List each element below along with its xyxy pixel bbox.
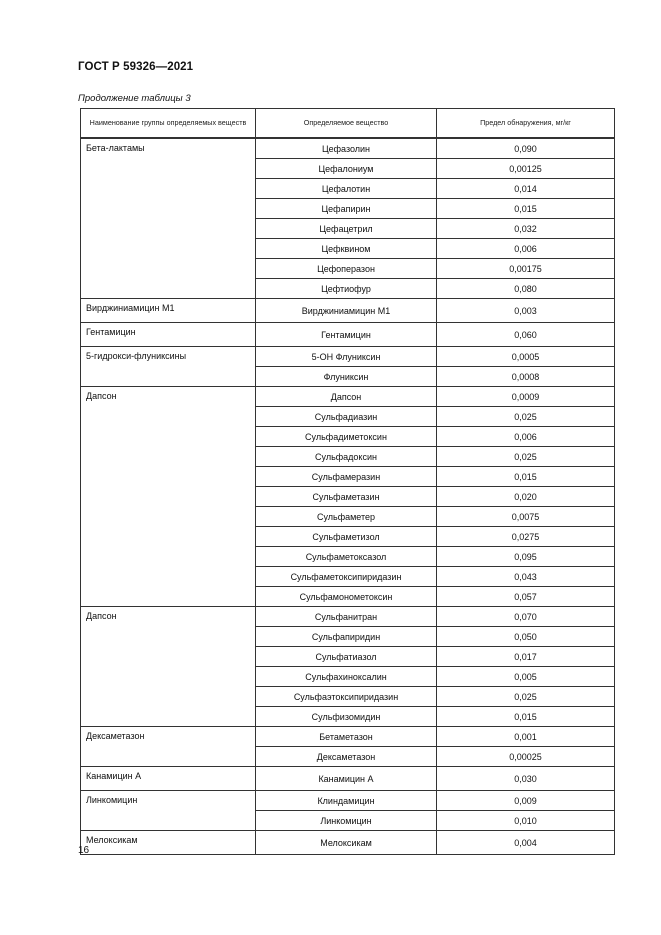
substance-cell: Цефтиофур [256, 279, 437, 299]
table-row [81, 791, 615, 811]
group-name-cell: 5-гидрокси-флуниксины [81, 347, 256, 387]
table-row [81, 607, 615, 627]
limit-cell: 0,0009 [437, 387, 615, 407]
limit-cell: 0,0005 [437, 347, 615, 367]
limit-cell: 0,043 [437, 567, 615, 587]
substance-cell: Сульфадиметоксин [256, 427, 437, 447]
substance-cell: Цефалониум [256, 159, 437, 179]
limit-cell: 0,001 [437, 727, 615, 747]
table-caption: Продолжение таблицы 3 [78, 93, 191, 104]
substance-cell: Вирджиниамицин М1 [256, 299, 437, 323]
limit-cell: 0,025 [437, 447, 615, 467]
table-row [81, 138, 615, 159]
page-number: 16 [78, 845, 90, 856]
substance-cell: Сульфаметоксазол [256, 547, 437, 567]
table-body [81, 138, 615, 855]
substance-cell: Дапсон [256, 387, 437, 407]
limit-cell: 0,003 [437, 299, 615, 323]
table-row [81, 323, 615, 347]
table-row [81, 727, 615, 747]
substance-cell: Мелоксикам [256, 831, 437, 855]
limit-cell: 0,00025 [437, 747, 615, 767]
table-row [81, 831, 615, 855]
limit-cell: 0,032 [437, 219, 615, 239]
limit-cell: 0,020 [437, 487, 615, 507]
substance-cell: Сульфизомидин [256, 707, 437, 727]
limit-cell: 0,030 [437, 767, 615, 791]
limit-cell: 0,0008 [437, 367, 615, 387]
limit-cell: 0,005 [437, 667, 615, 687]
substance-cell: Цефалотин [256, 179, 437, 199]
limit-cell: 0,025 [437, 687, 615, 707]
limit-cell: 0,015 [437, 467, 615, 487]
limit-cell: 0,006 [437, 239, 615, 259]
substance-cell: Сульфахиноксалин [256, 667, 437, 687]
substance-cell: Гентамицин [256, 323, 437, 347]
limit-cell: 0,0275 [437, 527, 615, 547]
limit-cell: 0,014 [437, 179, 615, 199]
table-row [81, 347, 615, 367]
limit-cell: 0,025 [437, 407, 615, 427]
table-row [81, 387, 615, 407]
substance-cell: Цефоперазон [256, 259, 437, 279]
limit-cell: 0,050 [437, 627, 615, 647]
substance-cell: Сульфаметоксипиридазин [256, 567, 437, 587]
substance-cell: Сульфатиазол [256, 647, 437, 667]
limit-cell: 0,00125 [437, 159, 615, 179]
limit-cell: 0,080 [437, 279, 615, 299]
limit-cell: 0,015 [437, 707, 615, 727]
document-id: ГОСТ Р 59326—2021 [78, 61, 194, 73]
substance-cell: Дексаметазон [256, 747, 437, 767]
substance-cell: Сульфаметизол [256, 527, 437, 547]
table-row [81, 767, 615, 791]
detection-limits-table [80, 108, 615, 855]
substance-cell: Линкомицин [256, 811, 437, 831]
substance-cell: Сульфаметазин [256, 487, 437, 507]
substance-cell: Сульфаметер [256, 507, 437, 527]
group-name-cell: Дексаметазон [81, 727, 256, 767]
column-header-limit: Предел обнаружения, мг/кг [437, 109, 615, 139]
substance-cell: Сульфадоксин [256, 447, 437, 467]
substance-cell: Цефапирин [256, 199, 437, 219]
group-name-cell: Мелоксикам [81, 831, 256, 855]
limit-cell: 0,009 [437, 791, 615, 811]
table-row [81, 299, 615, 323]
limit-cell: 0,057 [437, 587, 615, 607]
column-header-substance: Определяемое вещество [256, 109, 437, 139]
substance-cell: Сульфанитран [256, 607, 437, 627]
limit-cell: 0,010 [437, 811, 615, 831]
group-name-cell: Вирджиниамицин М1 [81, 299, 256, 323]
limit-cell: 0,060 [437, 323, 615, 347]
substance-cell: Цефквином [256, 239, 437, 259]
limit-cell: 0,0075 [437, 507, 615, 527]
limit-cell: 0,004 [437, 831, 615, 855]
substance-cell: Клиндамицин [256, 791, 437, 811]
group-name-cell: Гентамицин [81, 323, 256, 347]
group-name-cell: Дапсон [81, 387, 256, 607]
substance-cell: Сульфаэтоксипиридазин [256, 687, 437, 707]
substance-cell: Сульфамеразин [256, 467, 437, 487]
group-name-cell: Бета-лактамы [81, 138, 256, 299]
limit-cell: 0,070 [437, 607, 615, 627]
limit-cell: 0,017 [437, 647, 615, 667]
substance-cell: Бетаметазон [256, 727, 437, 747]
limit-cell: 0,00175 [437, 259, 615, 279]
substance-cell: Сульфамонометоксин [256, 587, 437, 607]
limit-cell: 0,006 [437, 427, 615, 447]
group-name-cell: Дапсон [81, 607, 256, 727]
limit-cell: 0,090 [437, 138, 615, 159]
group-name-cell: Линкомицин [81, 791, 256, 831]
table-header [81, 109, 615, 139]
substance-cell: Сульфапиридин [256, 627, 437, 647]
substance-cell: Флуниксин [256, 367, 437, 387]
group-name-cell: Канамицин А [81, 767, 256, 791]
column-header-group: Наименование группы определяемых веществ [81, 109, 256, 139]
header-row [81, 109, 615, 139]
substance-cell: Сульфадиазин [256, 407, 437, 427]
substance-cell: Канамицин А [256, 767, 437, 791]
limit-cell: 0,095 [437, 547, 615, 567]
substance-cell: Цефазолин [256, 138, 437, 159]
limit-cell: 0,015 [437, 199, 615, 219]
substance-cell: Цефацетрил [256, 219, 437, 239]
substance-cell: 5-ОН Флуниксин [256, 347, 437, 367]
